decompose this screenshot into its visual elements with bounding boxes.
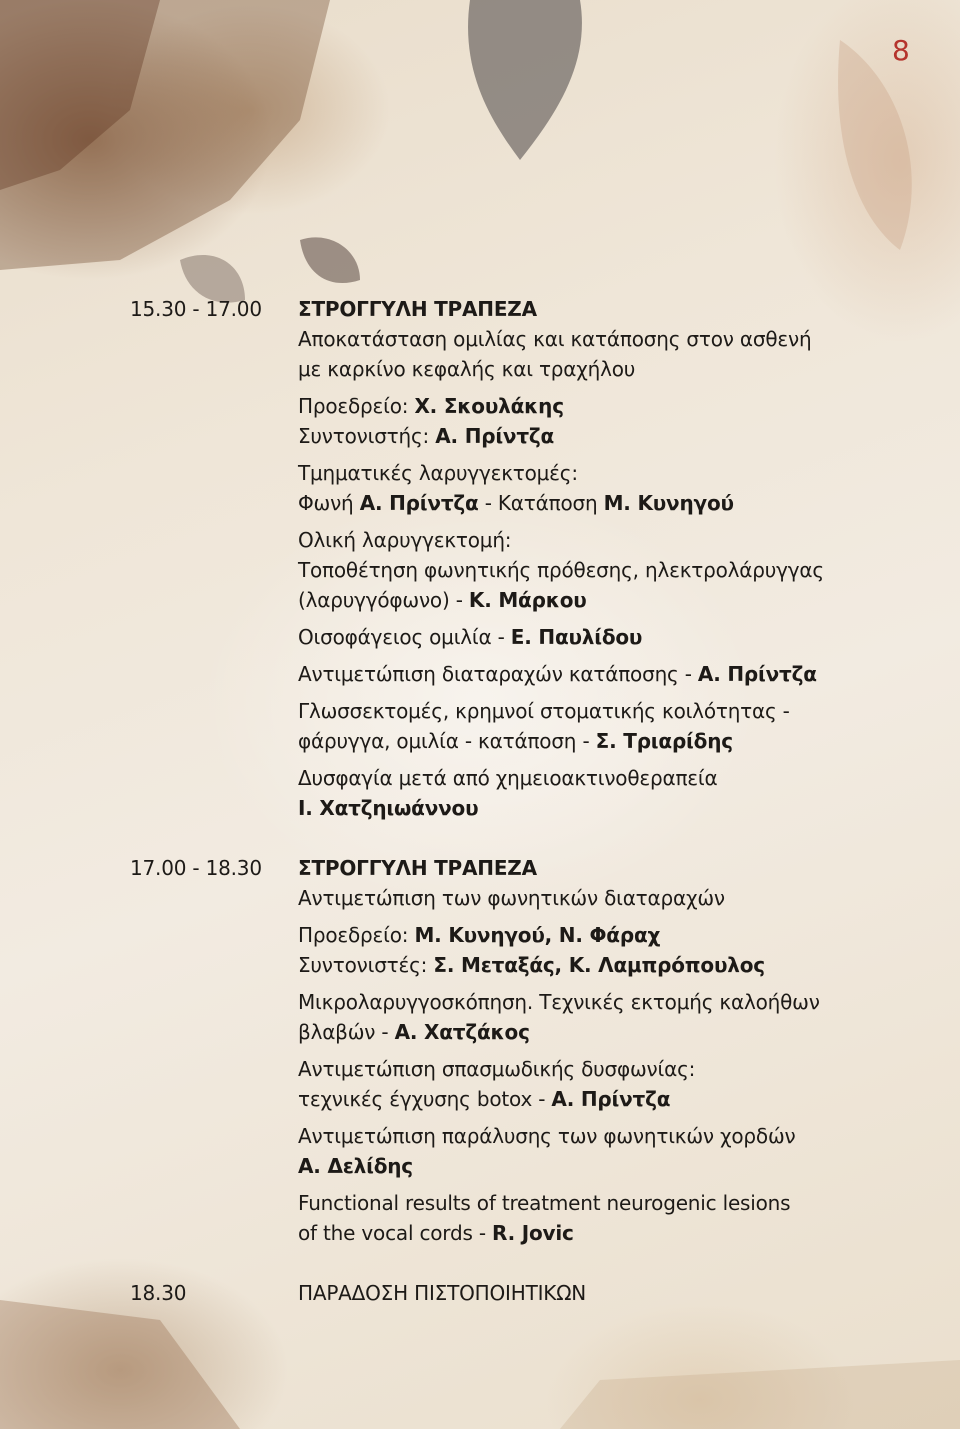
closing-time: 18.30 bbox=[130, 1281, 187, 1305]
closing-title: ΠΑΡΑΔΟΣΗ ΠΙΣΤΟΠΟΙΗΤΙΚΩΝ bbox=[298, 1281, 587, 1305]
talk-line bbox=[298, 726, 858, 756]
session-time: 15.30 - 17.00 bbox=[130, 297, 262, 321]
talk-speaker: Α. Πρίντζα bbox=[359, 491, 479, 515]
talk-text: Τοποθέτηση φωνητικής πρόθεσης, ηλεκτρολάρυγγας bbox=[298, 558, 824, 582]
talk-text: τεχνικές έγχυσης botox - bbox=[298, 1087, 552, 1111]
talk-speaker: Α. Δελίδης bbox=[298, 1154, 413, 1178]
coordinator-names: Σ. Μεταξάς, Κ. Λαμπρόπουλος bbox=[433, 953, 765, 977]
talk-speaker: Μ. Κυνηγού bbox=[603, 491, 734, 515]
talk-text: of the vocal cords - bbox=[298, 1221, 493, 1245]
talk-line bbox=[298, 1084, 858, 1114]
coordinator-label: Συντονιστής: bbox=[298, 424, 430, 448]
talk-speaker: Α. Πρίντζα bbox=[697, 662, 817, 686]
talk-text: Αντιμετώπιση διαταραχών κατάποσης - bbox=[298, 662, 698, 686]
talk-text: Functional results of treatment neurogenic lesions bbox=[298, 1191, 791, 1215]
chair-names: Μ. Κυνηγού, Ν. Φάραχ bbox=[414, 923, 661, 947]
page-number: 8 bbox=[892, 34, 910, 67]
talk-line bbox=[298, 1218, 858, 1248]
talk-text: Αντιμετώπιση παράλυσης των φωνητικών χορδών bbox=[298, 1124, 796, 1148]
talk-text: Δυσφαγία μετά από χημειοακτινοθεραπεία bbox=[298, 766, 718, 790]
chair-names: Χ. Σκουλάκης bbox=[414, 394, 564, 418]
talk-text: βλαβών - bbox=[298, 1020, 395, 1044]
talk-text: Μικρολαρυγγοσκόπηση. Τεχνικές εκτομής καλοήθων bbox=[298, 990, 820, 1014]
chair-line bbox=[298, 920, 858, 950]
talk-line bbox=[298, 1151, 858, 1181]
talk-text: (λαρυγγόφωνο) - bbox=[298, 588, 469, 612]
talk-line bbox=[298, 622, 858, 652]
session-content bbox=[298, 294, 858, 823]
talk-speaker: R. Jovic bbox=[492, 1221, 574, 1245]
coordinator-line bbox=[298, 950, 858, 980]
talk-text: Τμηματικές λαρυγγεκτομές: bbox=[298, 461, 578, 485]
talk-text: - Κατάποση bbox=[478, 491, 604, 515]
session-subtitle-line: Αντιμετώπιση των φωνητικών διαταραχών bbox=[298, 886, 725, 910]
session-subtitle-line: με καρκίνο κεφαλής και τραχήλου bbox=[298, 357, 636, 381]
coordinator-line bbox=[298, 421, 858, 451]
session-title: ΣΤΡΟΓΓΥΛΗ ΤΡΑΠΕΖΑ bbox=[298, 297, 537, 321]
talk-line bbox=[298, 488, 858, 518]
talk-speaker: Σ. Τριαρίδης bbox=[595, 729, 733, 753]
talk-text: φάρυγγα, ομιλία - κατάποση - bbox=[298, 729, 596, 753]
talk-line bbox=[298, 585, 858, 615]
session-content bbox=[298, 853, 858, 1248]
talk-speaker: Ι. Χατζηιωάννου bbox=[298, 796, 479, 820]
talk-text: Οισοφάγειος ομιλία - bbox=[298, 625, 511, 649]
talk-speaker: Α. Πρίντζα bbox=[551, 1087, 671, 1111]
talk-text: Γλωσσεκτομές, κρημνοί στοματικής κοιλότητας - bbox=[298, 699, 790, 723]
talk-text: Αντιμετώπιση σπασμωδικής δυσφωνίας: bbox=[298, 1057, 696, 1081]
chair-label: Προεδρείο: bbox=[298, 394, 409, 418]
talk-speaker: Κ. Μάρκου bbox=[468, 588, 587, 612]
talk-speaker: Ε. Παυλίδου bbox=[510, 625, 643, 649]
coordinator-names: Α. Πρίντζα bbox=[435, 424, 555, 448]
talk-line bbox=[298, 659, 858, 689]
talk-text: Ολική λαρυγγεκτομή: bbox=[298, 528, 512, 552]
session-title: ΣΤΡΟΓΓΥΛΗ ΤΡΑΠΕΖΑ bbox=[298, 856, 537, 880]
chair-label: Προεδρείο: bbox=[298, 923, 409, 947]
talk-text: Φωνή bbox=[298, 491, 360, 515]
talk-line bbox=[298, 1017, 858, 1047]
talk-line bbox=[298, 793, 858, 823]
coordinator-label: Συντονιστές: bbox=[298, 953, 428, 977]
session-time: 17.00 - 18.30 bbox=[130, 856, 262, 880]
chair-line bbox=[298, 391, 858, 421]
talk-speaker: Α. Χατζάκος bbox=[394, 1020, 530, 1044]
session-subtitle-line: Αποκατάσταση ομιλίας και κατάποσης στον ασθενή bbox=[298, 327, 812, 351]
